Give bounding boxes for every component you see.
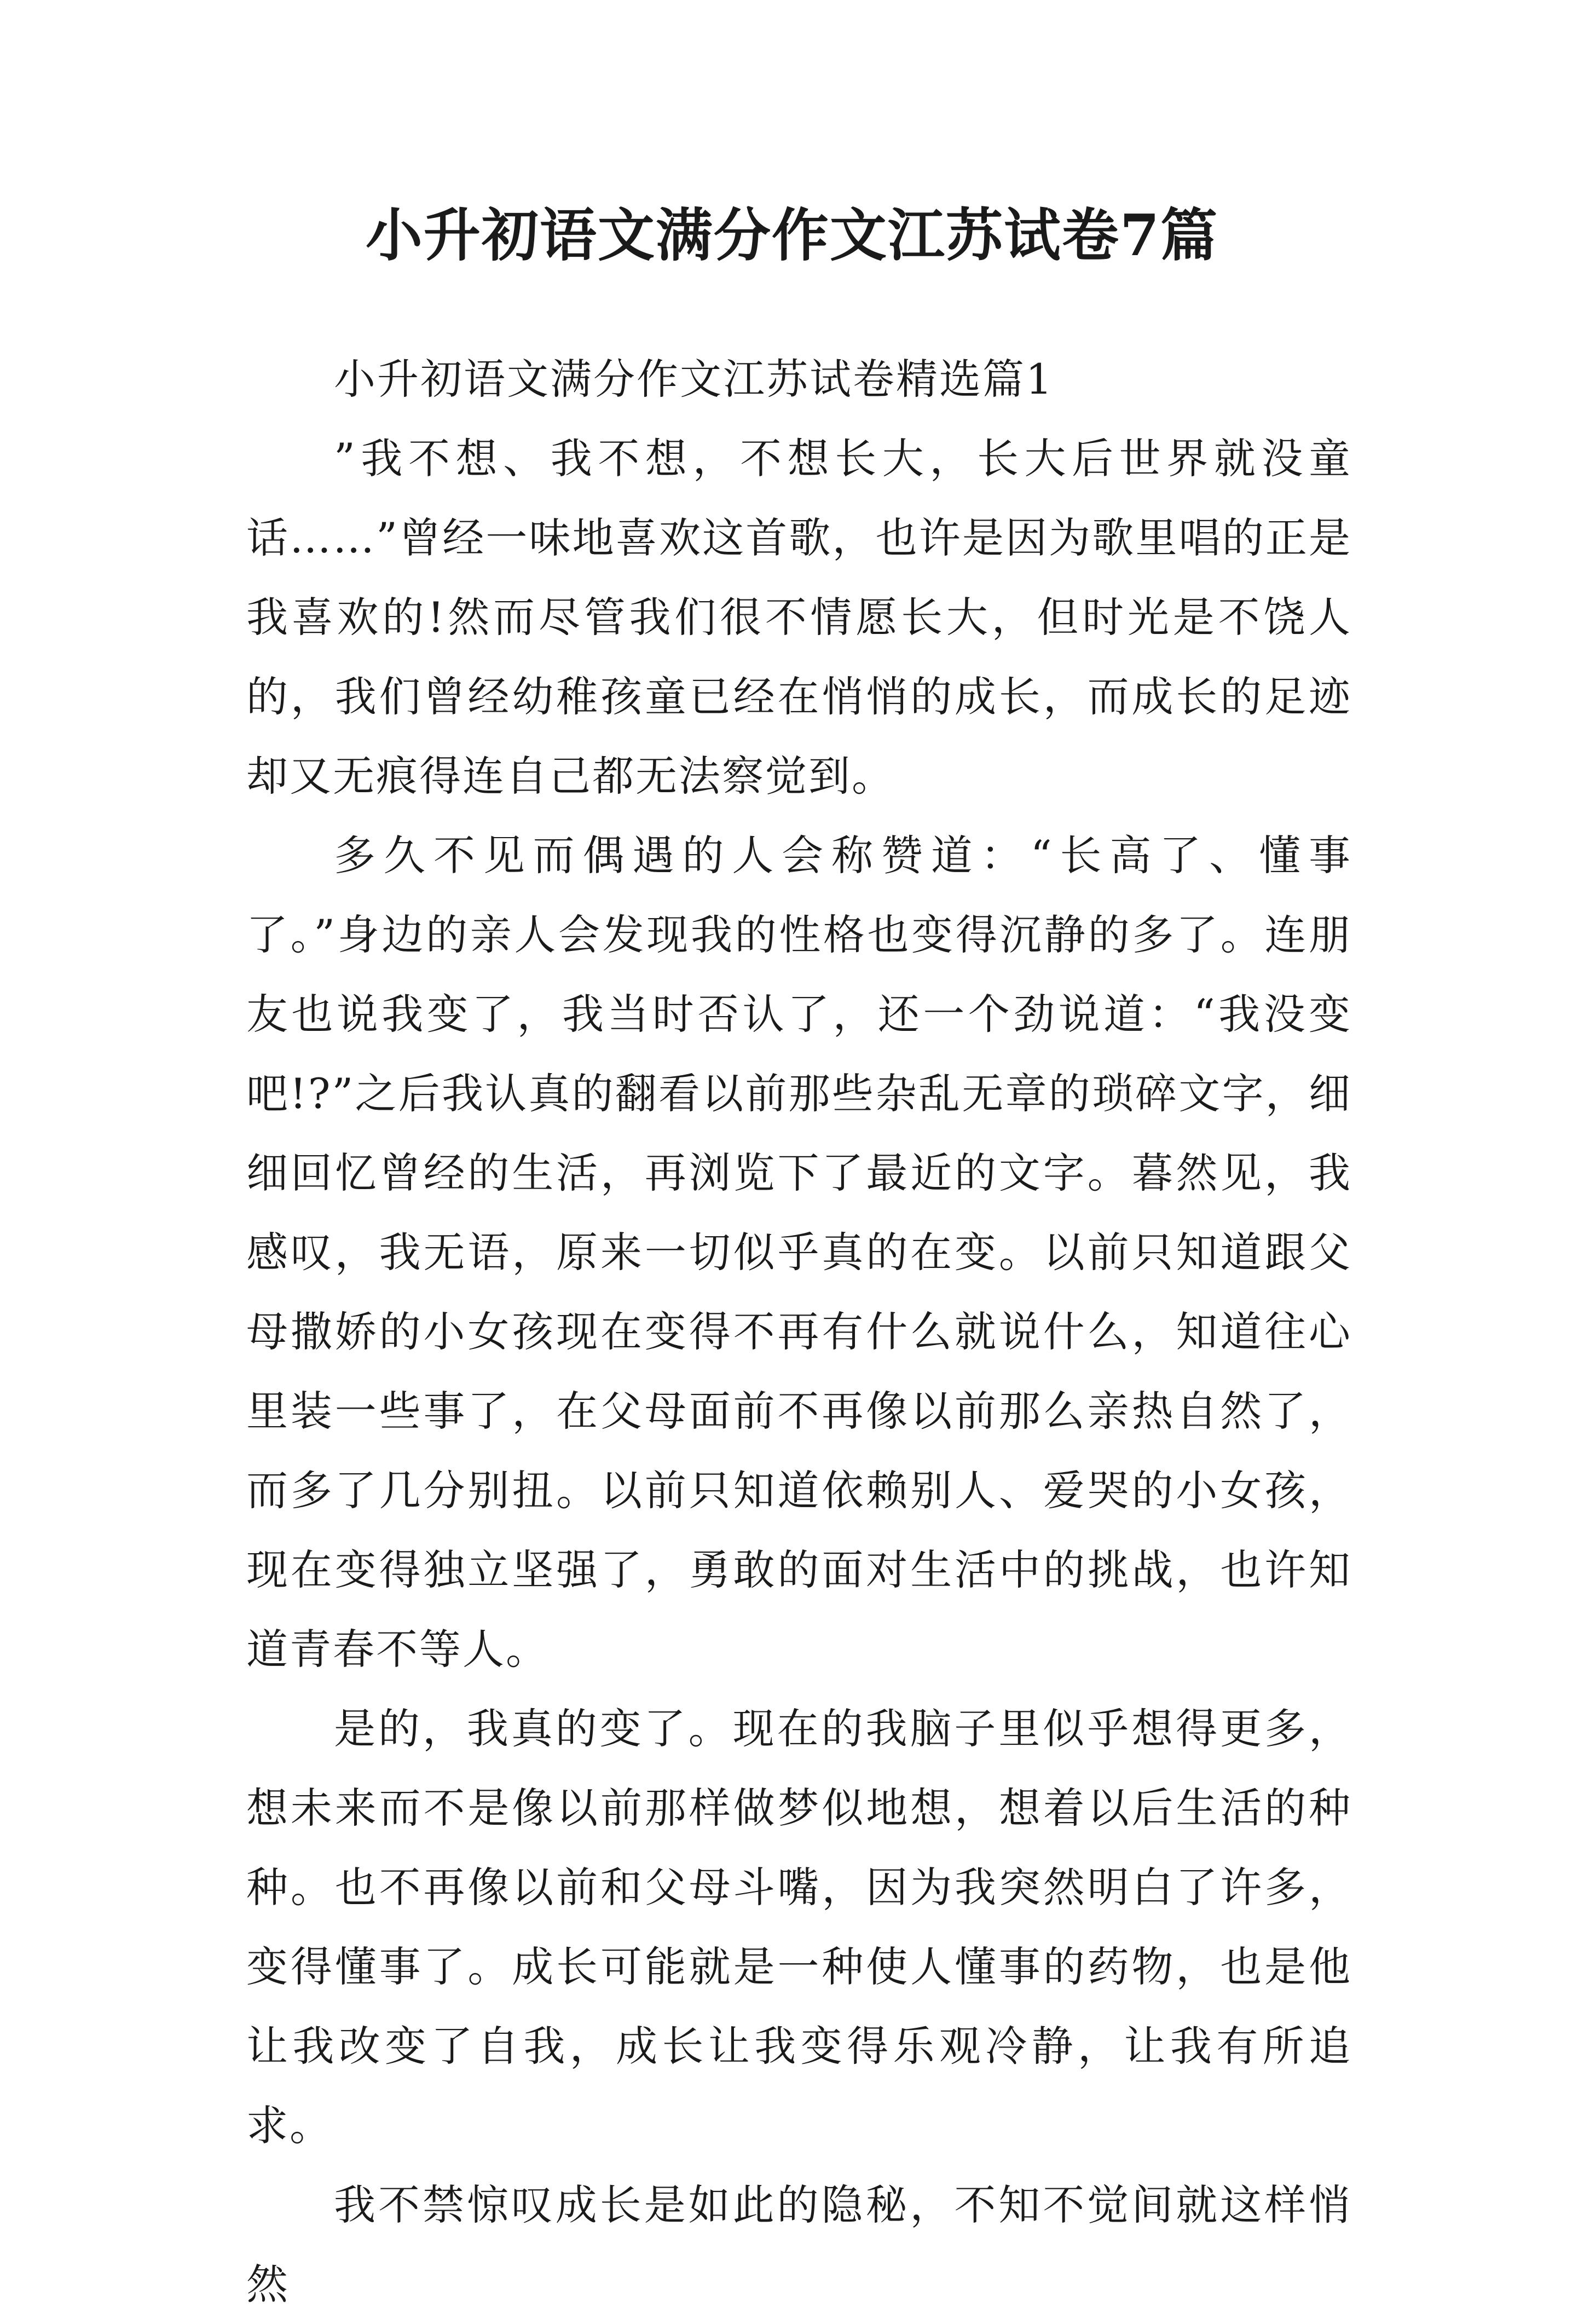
- paragraph: ”我不想、我不想，不想长大，长大后世界就没童话……”曾经一味地喜欢这首歌，也许是因为歌里唱的正是我喜欢的!然而尽管我们很不情愿长大，但时光是不饶人的，我们曾经幼稚孩童已经在悄悄的成长，而成长的足迹却又无痕得连自己都无法察觉到。: [246, 434, 1352, 800]
- paragraph: 是的，我真的变了。现在的我脑子里似乎想得更多，想未来而不是像以前那样做梦似地想，想着以后生活的种种。也不再像以前和父母斗嘴，因为我突然明白了许多，变得懂事了。成长可能就是一种使人懂事的药物，也是他让我改变了自我，成长让我变得乐观冷静，让我有所追求。: [246, 1704, 1352, 2150]
- paragraph: 多久不见而偶遇的人会称赞道：“长高了、懂事了。”身边的亲人会发现我的性格也变得沉静的多了。连朋友也说我变了，我当时否认了，还一个劲说道：“我没变吧!?”之后我认真的翻看以前那些杂乱无章的琐碎文字，细细回忆曾经的生活，再浏览下了最近的文字。暮然见，我感叹，我无语，原来一切似乎真的在变。以前只知道跟父母撒娇的小女孩现在变得不再有什么就说什么，知道往心里装一些事了，在父母面前不再像以前那么亲热自然了，而多了几分别扭。以前只知道依赖别人、爱哭的小女孩，现在变得独立坚强了，勇敢的面对生活中的挑战，也许知道青春不等人。: [246, 831, 1352, 1674]
- document-title: 小升初语文满分作文江苏试卷7篇: [365, 201, 1219, 269]
- paragraph: 我不禁惊叹成长是如此的隐秘，不知不觉间就这样悄然: [246, 2181, 1352, 2309]
- section-heading: 小升初语文满分作文江苏试卷精选篇1: [334, 355, 1054, 403]
- document-body: [246, 339, 1352, 2324]
